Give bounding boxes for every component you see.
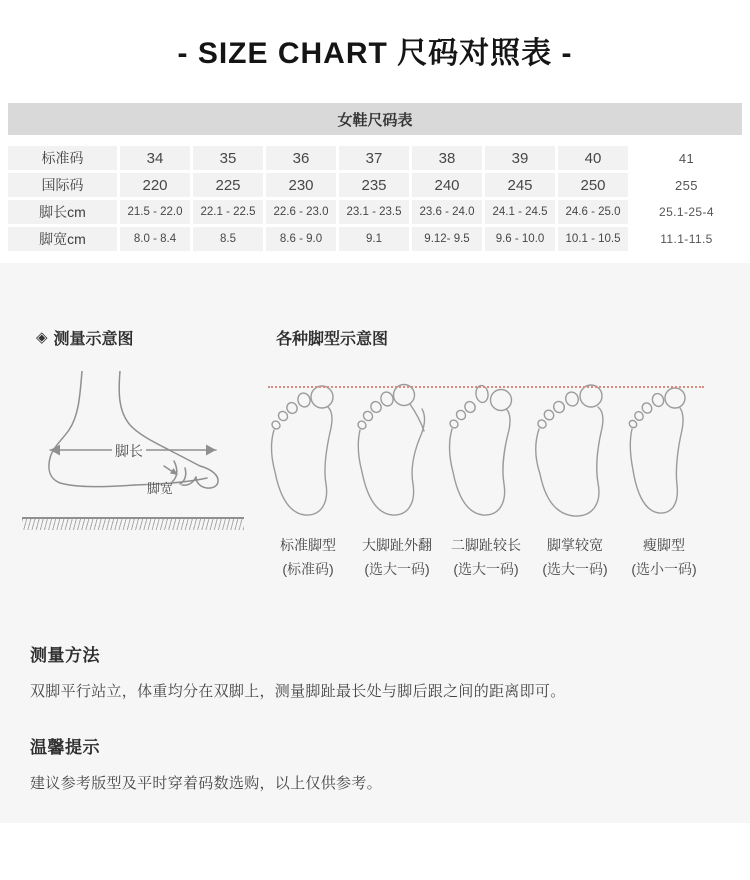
foot-type-advice: (选小一码) bbox=[631, 561, 697, 577]
size-cell: 38 bbox=[412, 146, 482, 170]
size-cell: 36 bbox=[266, 146, 336, 170]
foot-outline-valgus-icon bbox=[355, 381, 439, 521]
tips-block bbox=[30, 733, 720, 793]
size-cell: 40 bbox=[558, 146, 628, 170]
size-cell: 250 bbox=[558, 173, 628, 197]
size-row-label: 脚长cm bbox=[8, 200, 117, 224]
foot-type-advice: (选大一码) bbox=[542, 561, 608, 577]
foot-type-advice: (选大一码) bbox=[364, 561, 430, 577]
guide-section bbox=[0, 263, 750, 823]
foot-type-advice: (标准码) bbox=[282, 561, 334, 577]
size-cell: 22.6 - 23.0 bbox=[266, 200, 336, 224]
foot-outline-long-second-toe-icon bbox=[444, 381, 528, 521]
size-cell: 9.12- 9.5 bbox=[412, 227, 482, 251]
size-cell: 21.5 - 22.0 bbox=[120, 200, 190, 224]
size-cell: 35 bbox=[193, 146, 263, 170]
size-cell: 9.6 - 10.0 bbox=[485, 227, 555, 251]
ground-hatching bbox=[22, 517, 244, 530]
foot-type-standard bbox=[266, 381, 350, 579]
tips-body: 建议参考版型及平时穿着码数选购，以上仅供参考。 bbox=[30, 775, 382, 792]
foot-outline-narrow-icon bbox=[622, 381, 706, 521]
size-cell: 9.1 bbox=[339, 227, 409, 251]
foot-types-section-title bbox=[276, 326, 388, 349]
foot-outline-standard-icon bbox=[266, 381, 350, 521]
size-table-grid bbox=[8, 146, 742, 251]
size-cell: 41 bbox=[678, 150, 695, 166]
tips-heading: 温馨提示 bbox=[30, 738, 100, 757]
toe-guide-line bbox=[268, 386, 704, 388]
size-cell: 37 bbox=[339, 146, 409, 170]
foot-type-valgus bbox=[355, 381, 439, 579]
foot-types-row bbox=[266, 381, 706, 579]
foot-type-advice: (选大一码) bbox=[453, 561, 519, 577]
size-cell: 8.6 - 9.0 bbox=[266, 227, 336, 251]
size-cell: 10.1 - 10.5 bbox=[558, 227, 628, 251]
foot-type-wide bbox=[533, 381, 617, 579]
foot-type-name: 大脚趾外翻 bbox=[362, 537, 432, 553]
size-cell: 11.1-11.5 bbox=[660, 232, 713, 246]
size-cell: 230 bbox=[266, 173, 336, 197]
foot-type-narrow bbox=[622, 381, 706, 579]
size-cell: 255 bbox=[675, 177, 698, 193]
size-cell: 24.1 - 24.5 bbox=[485, 200, 555, 224]
size-cell: 8.0 - 8.4 bbox=[120, 227, 190, 251]
size-table-header: 女鞋尺码表 bbox=[8, 103, 742, 135]
size-cell: 39 bbox=[485, 146, 555, 170]
foot-type-name: 脚掌较宽 bbox=[547, 537, 603, 553]
size-cell: 235 bbox=[339, 173, 409, 197]
foot-type-long-second-toe bbox=[444, 381, 528, 579]
measure-method-block bbox=[30, 641, 720, 701]
page-title: - SIZE CHART 尺码对照表 - bbox=[177, 37, 573, 70]
measure-title-text: 测量示意图 bbox=[53, 331, 134, 348]
size-cell: 25.1-25-4 bbox=[659, 205, 714, 219]
size-cell: 220 bbox=[120, 173, 190, 197]
size-row-label: 国际码 bbox=[8, 173, 117, 197]
foot-type-name: 瘦脚型 bbox=[643, 537, 685, 553]
foot-type-name: 二脚趾较长 bbox=[451, 537, 521, 553]
size-cell: 23.1 - 23.5 bbox=[339, 200, 409, 224]
foot-measure-diagram bbox=[20, 371, 248, 541]
size-row-label: 脚宽cm bbox=[8, 227, 117, 251]
foot-types-title-text: 各种脚型示意图 bbox=[276, 331, 389, 348]
foot-width-label: 脚宽 bbox=[147, 481, 174, 496]
size-cell: 245 bbox=[485, 173, 555, 197]
size-cell: 24.6 - 25.0 bbox=[558, 200, 628, 224]
size-cell: 225 bbox=[193, 173, 263, 197]
size-cell: 34 bbox=[120, 146, 190, 170]
size-cell: 22.1 - 22.5 bbox=[193, 200, 263, 224]
measure-method-heading: 测量方法 bbox=[30, 646, 100, 665]
diamond-icon: ◈ bbox=[36, 329, 48, 346]
size-cell: 8.5 bbox=[193, 227, 263, 251]
size-cell: 23.6 - 24.0 bbox=[412, 200, 482, 224]
foot-type-name: 标准脚型 bbox=[280, 537, 336, 553]
foot-length-label: 脚长 bbox=[112, 443, 146, 460]
size-row-label: 标准码 bbox=[8, 146, 117, 170]
foot-outline-wide-icon bbox=[533, 381, 617, 521]
measure-method-body: 双脚平行站立，体重均分在双脚上，测量脚趾最长处与脚后跟之间的距离即可。 bbox=[30, 683, 566, 700]
size-cell: 240 bbox=[412, 173, 482, 197]
measure-section-title bbox=[36, 326, 134, 349]
